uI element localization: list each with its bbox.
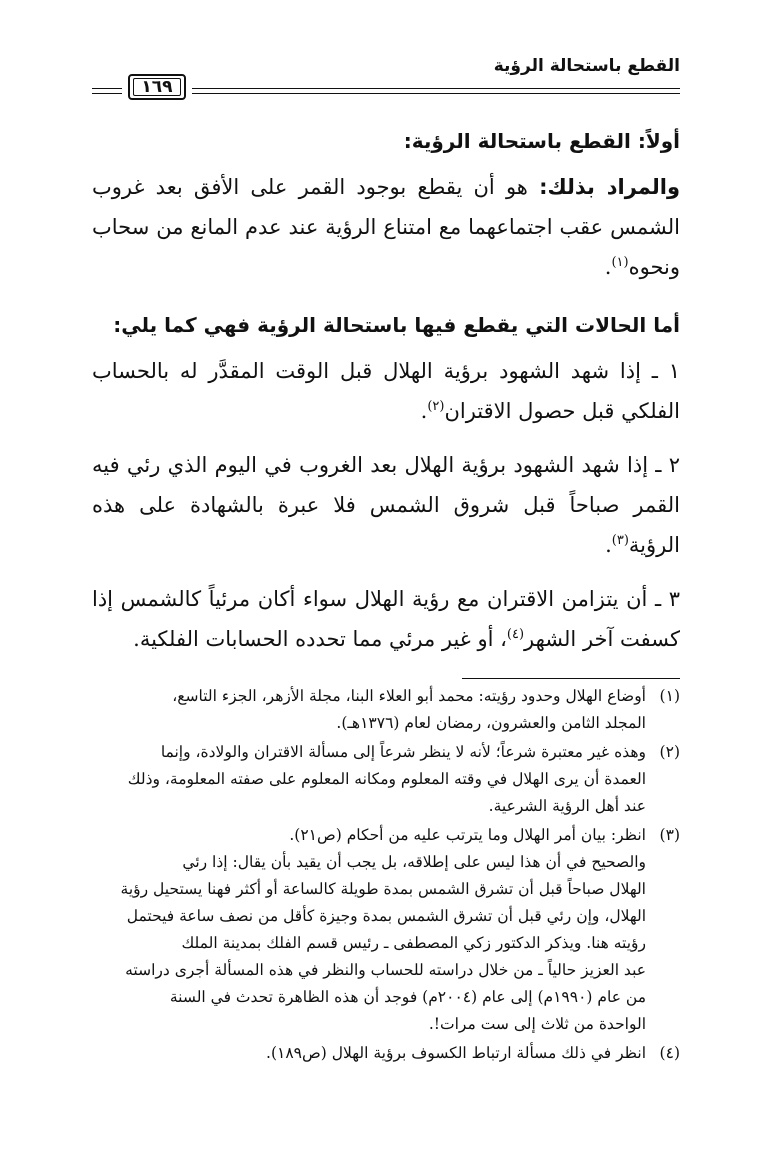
running-header bbox=[92, 50, 680, 100]
section-heading: أولاً: القطع باستحالة الرؤية: bbox=[403, 129, 680, 153]
footnote-line: الواحدة من ثلاث إلى ست مرات!. bbox=[428, 1015, 646, 1033]
footnote-line: رؤيته هنا. ويذكر الدكتور زكي المصطفى ـ رئيس قسم الفلك بمدينة الملك bbox=[181, 934, 646, 952]
footnote-line: العمدة أن يرى الهلال في وقته المعلوم ومكانه المعلوم على صفته المعلومة، وذلك bbox=[127, 770, 646, 788]
definition-text: هو أن يقطع بوجود القمر على الأفق بعد غروب الشمس عقب اجتماعهما مع امتناع الرؤية عند عدم المانع من سحاب ونحوه bbox=[92, 175, 680, 279]
footnote-ref: (٢) bbox=[427, 399, 445, 414]
cases-heading: أما الحالات التي يقطع فيها باستحالة الرؤية فهي كما يلي: bbox=[113, 313, 680, 337]
footnote-line: من عام (١٩٩٠م) إلى عام (٢٠٠٤م) فوجد أن هذه الظاهرة تحدث في السنة bbox=[169, 988, 646, 1006]
header-rule bbox=[92, 88, 122, 89]
header-rule bbox=[192, 88, 680, 89]
footnote-line: وهذه غير معتبرة شرعاً؛ لأنه لا ينظر شرعاً إلى مسألة الاقتران والولادة، وإنما bbox=[160, 743, 646, 761]
footnote bbox=[92, 739, 680, 820]
footnote bbox=[92, 822, 680, 1038]
footnote-line: أوضاع الهلال وحدود رؤيته: محمد أبو العلاء البنا، مجلة الأزهر، الجزء التاسع، bbox=[172, 687, 646, 705]
case-text: ٣ ـ أن يتزامن الاقتران مع رؤية الهلال سواء أكان مرئياً كالشمس إذا كسفت آخر الشهر bbox=[92, 587, 680, 651]
header-rule bbox=[92, 93, 122, 94]
footnote-line: والصحيح في أن هذا ليس على إطلاقه، بل يجب أن يقيد بأن يقال: إذا رئي bbox=[182, 853, 646, 871]
case-text: ١ ـ إذا شهد الشهود برؤية الهلال قبل الوقت المقدَّر له بالحساب الفلكي قبل حصول الاقتران bbox=[92, 359, 680, 423]
footnote-line: المجلد الثامن والعشرون، رمضان لعام (١٣٧٦هـ). bbox=[336, 714, 646, 732]
definition-paragraph bbox=[92, 167, 680, 287]
sentence-end: . bbox=[604, 255, 612, 279]
footnote bbox=[92, 683, 680, 737]
page-number: ١٦٩ bbox=[128, 74, 186, 100]
case-tail: ، أو غير مرئي مما تحدده الحسابات الفلكية. bbox=[133, 627, 507, 651]
footnote-line: عبد العزيز حالياً ـ من خلال دراسته للحساب والنظر في هذه المسألة أجرى دراسته bbox=[125, 961, 646, 979]
case-item bbox=[92, 445, 680, 565]
footnote-ref: (٤) bbox=[506, 627, 525, 642]
footnote-line: عند أهل الرؤية الشرعية. bbox=[488, 797, 646, 815]
footnote-line: انظر في ذلك مسألة ارتباط الكسوف برؤية الهلال (ص١٨٩). bbox=[266, 1044, 646, 1062]
footnote-line: الهلال، وإن رئي قبل أن تشرق الشمس بمدة وجيزة كأقل من نصف ساعة فيحتمل bbox=[126, 907, 646, 925]
running-title: القطع باستحالة الرؤية bbox=[493, 56, 680, 76]
footnote-line: انظر: بيان أمر الهلال وما يترتب عليه من أحكام (ص٢١). bbox=[289, 826, 646, 844]
definition-lead: والمراد بذلك: bbox=[539, 175, 680, 199]
footnotes bbox=[92, 683, 680, 1069]
header-rule bbox=[192, 93, 680, 94]
footnote-number: (٤) bbox=[659, 1044, 680, 1062]
footnote-number: (٣) bbox=[659, 826, 680, 844]
footnote-number: (١) bbox=[659, 687, 680, 705]
footnote bbox=[92, 1040, 680, 1067]
main-text bbox=[92, 125, 680, 659]
case-tail: . bbox=[420, 399, 428, 423]
case-text: ٢ ـ إذا شهد الشهود برؤية الهلال بعد الغروب في اليوم الذي رئي فيه القمر صباحاً قبل شروق الشمس فلا عبرة بالشهادة على هذه الرؤية bbox=[92, 453, 680, 557]
case-item bbox=[92, 351, 680, 431]
case-item bbox=[92, 579, 680, 659]
case-tail: . bbox=[605, 533, 612, 557]
footnote-line: الهلال صباحاً قبل أن تشرق الشمس بمدة طويلة كالساعة أو أكثر فهنا يستحيل رؤية bbox=[120, 880, 646, 898]
footnote-ref: (١) bbox=[611, 255, 629, 270]
footnote-separator bbox=[462, 678, 680, 679]
footnote-number: (٢) bbox=[659, 743, 680, 761]
footnote-ref: (٣) bbox=[611, 533, 629, 548]
